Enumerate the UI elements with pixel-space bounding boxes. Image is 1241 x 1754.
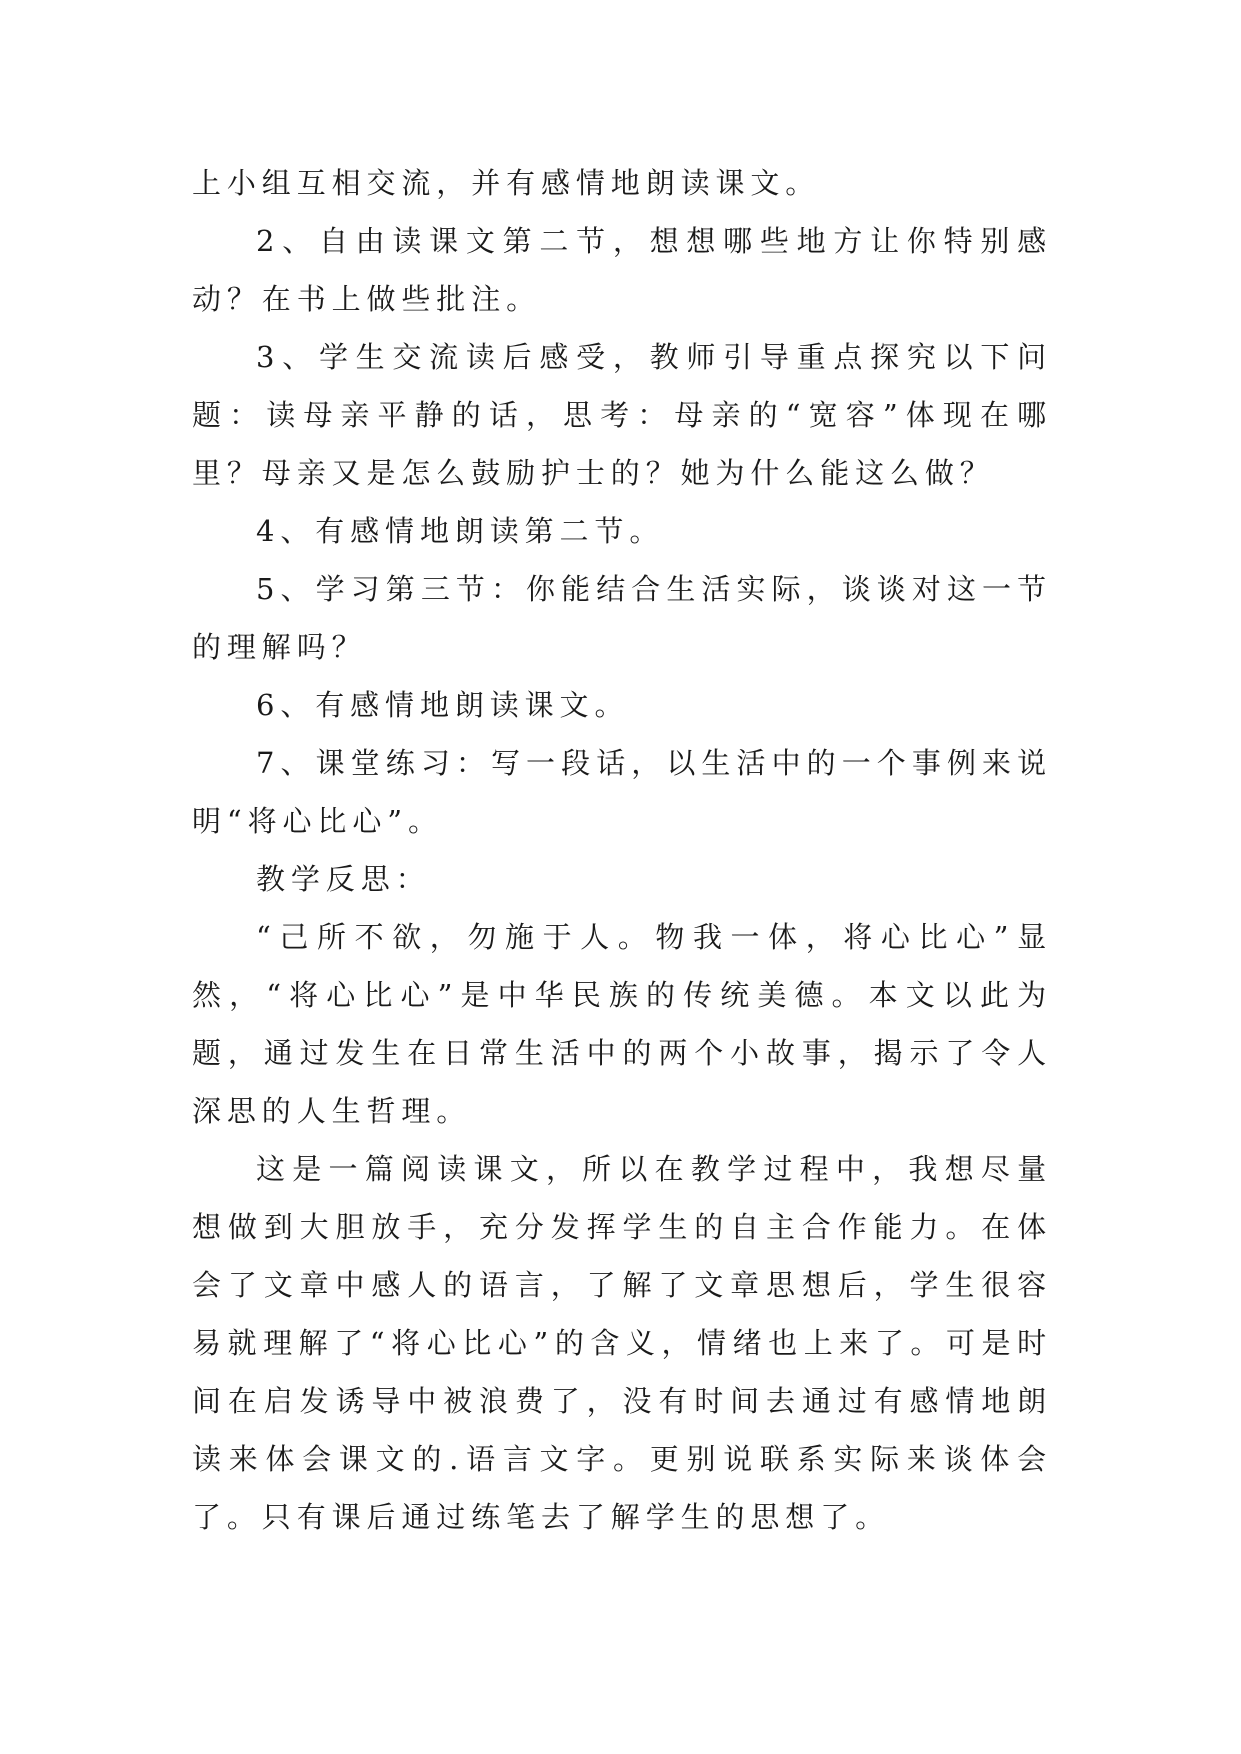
section-heading-reflection: 教学反思： bbox=[256, 862, 431, 896]
paragraph-7: 7、课堂练习：写一段话，以生活中的一个事例来说明“将心比心”。 bbox=[192, 746, 1052, 838]
document-page bbox=[192, 154, 1052, 1546]
paragraph-6: 6、有感情地朗读课文。 bbox=[256, 688, 630, 722]
paragraph-3: 3、学生交流读后感受，教师引导重点探究以下问题：读母亲平静的话，思考：母亲的“宽容”体现在哪里？母亲又是怎么鼓励护士的？她为什么能这么做？ bbox=[192, 340, 1052, 490]
paragraph-4: 4、有感情地朗读第二节。 bbox=[256, 514, 665, 548]
paragraph-1: 上小组互相交流，并有感情地朗读课文。 bbox=[192, 166, 821, 200]
paragraph-2: 2、自由读课文第二节，想想哪些地方让你特别感动？在书上做些批注。 bbox=[192, 224, 1052, 316]
paragraph-9: “己所不欲，勿施于人。物我一体，将心比心”显然，“将心比心”是中华民族的传统美德。本文以此为题，通过发生在日常生活中的两个小故事，揭示了令人深思的人生哲理。 bbox=[192, 920, 1052, 1128]
paragraph-5: 5、学习第三节：你能结合生活实际，谈谈对这一节的理解吗？ bbox=[192, 572, 1052, 664]
paragraph-10: 这是一篇阅读课文，所以在教学过程中，我想尽量想做到大胆放手，充分发挥学生的自主合作能力。在体会了文章中感人的语言，了解了文章思想后，学生很容易就理解了“将心比心”的含义，情绪也上来了。可是时间在启发诱导中被浪费了，没有时间去通过有感情地朗读来体会课文的.语言文字。更别说联系实际来谈体会了。只有课后通过练笔去了解学生的思想了。 bbox=[192, 1152, 1052, 1534]
